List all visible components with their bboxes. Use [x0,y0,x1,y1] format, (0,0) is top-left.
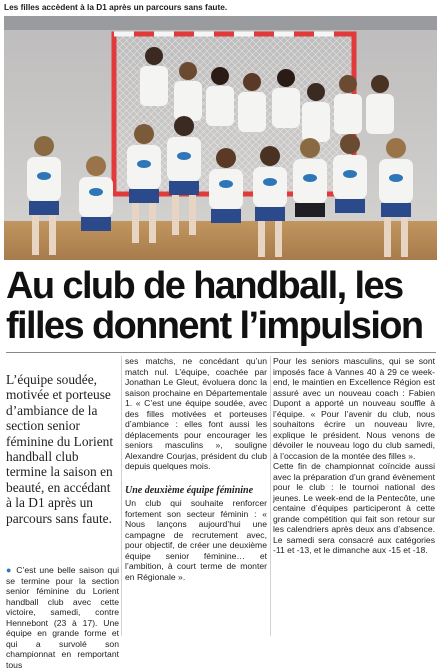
body-column-3 [273,356,435,556]
column-divider [121,356,122,636]
article-lead: L’équipe soudée, motivée et porteuse d’ambiance de la section senior féminine du Lorient handball club termine la saison en beauté, en accédant à la D1 après un parcours sans faute. [6,372,114,526]
body-column-2 [125,356,267,582]
body-paragraph: C’est une belle saison qui se termine pour la section senior féminine du Lorient handball club avec cette victoire, samedi, contre Hennebont (23 à 17). Une équipe en grande forme et qui a survolé son championnat en remportant tous [6,565,120,670]
column-divider [270,356,271,636]
divider [6,352,436,353]
body-paragraph: Un club qui souhaite renforcer fortement son secteur féminin : « Nous lançons aujourd’hui une campagne de recrutement avec, pour objectif, de créer une deuxième équipe senior féminine… et l’ambition, à court terme de monter en Régionale ». [125,498,267,582]
section-subhead: Une deuxième équipe féminine [125,484,254,496]
article-headline: Au club de handball, les filles donnent l’impulsion [6,265,423,347]
photo-caption: Les filles accèdent à la D1 après un parcours sans faute. [4,2,228,12]
team-photo [4,16,437,260]
body-paragraph: Pour les seniors masculins, qui se sont imposés face à Vannes 40 à 29 ce week-end, le maintien en Excellence Région est assuré avec un nouveau coach : Fabien Dupont a apporté un nouveau souffle à l’équipe. « Pour l’avenir du club, nous souhaitons écrire un nouveau livre, explique le président. Nous venons de dévoiler le nouveau logo du club samedi, à l’occasion de la montée des filles ». [273,356,435,461]
body-column-1 [6,565,119,670]
body-paragraph: ses matchs, ne concédant qu’un match nul. L’équipe, coachée par Jonathan Le Gleut, évoluera donc la saison prochaine en Départementale 1. « C’est une équipe soudée, avec des filles motivées et porteuses d’ambiance : elles font aussi les déplacements pour encourager les seniors masculins », souligne Alexandre Courjas, président du club depuis quelques mois. [125,356,267,471]
bullet-icon: ● [6,565,13,575]
body-paragraph: Cette fin de championnat coïncide aussi avec la préparation d’un grand évènement pour le club : le tournoi national des jeunes. Le week-end de la Pentecôte, une centaine d’équipes participeront à cette grande compétition qui fait son retour sur les calendriers après deux ans d’absence. Le samedi sera consacré aux catégories -11 et -13, et le dimanche aux -15 et -18. [273,461,435,555]
